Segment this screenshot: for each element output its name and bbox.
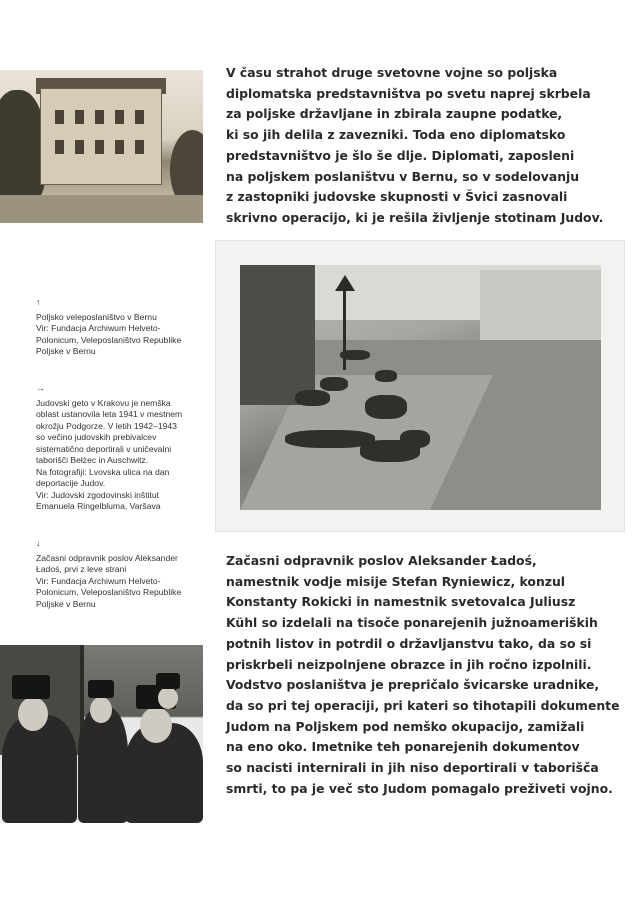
text-line: V času strahot druge svetovne vojne so poljska	[226, 65, 558, 80]
text-line: namestnik vodje misije Stefan Ryniewicz, konzul	[226, 573, 566, 589]
caption-line: Emanuela Ringelbluma, Varšava	[36, 501, 161, 511]
text-line: na eno oko. Imetnike teh ponarejenih dokumentov	[226, 739, 580, 755]
text-line: Začasni odpravnik poslov Aleksander Ładoś,	[226, 553, 537, 568]
caption-line: okrožju Podgorze. V letih 1942–1943	[36, 420, 177, 431]
caption-line: Polonicum, Veleposlaništvo Republike	[36, 334, 182, 345]
text-line: da so pri tej operaciji, pri kateri so tihotapili dokumente	[226, 697, 620, 713]
ghetto-street-photo	[240, 265, 601, 510]
caption-line: Ładoś, prvi z leve strani	[36, 564, 127, 574]
caption-line: sistematično deportirali v uničevalni	[36, 443, 172, 454]
caption-line: Polonicum, Veleposlaništvo Republike	[36, 587, 182, 597]
caption-line: so večino judovskih prebivalcev	[36, 432, 157, 442]
text-line: predstavništvo je šlo še dlje. Diplomati, zaposleni	[226, 147, 575, 163]
text-line: smrti, to pa je več sto Judom pomagalo preživeti vojno.	[226, 780, 613, 796]
text-line: Judom na Poljskem pod nemško okupacijo, zamižali	[226, 718, 585, 734]
caption-line: Vir: Fundacja Archiwum Helveto-	[36, 323, 161, 333]
caption-line: Začasni odpravnik poslov Aleksander	[36, 552, 178, 563]
caption-line: Poljsko veleposlaništvo v Bernu	[36, 311, 157, 322]
text-line: skrivno operacijo, ki je rešila življenje stotinam Judov.	[226, 209, 604, 225]
text-line: Kühl so izdelali na tisoče ponarejenih južnoameriških	[226, 615, 598, 631]
operation-paragraph	[226, 551, 620, 799]
caption-line: Judovski geto v Krakovu je nemška	[36, 397, 171, 408]
ghetto-caption	[36, 383, 216, 513]
text-line: Vodstvo poslaništva je prepričalo švicarske uradnike,	[226, 677, 600, 693]
text-line: na poljskem poslaništvu v Bernu, so v sodelovanju	[226, 168, 580, 184]
caption-line: deportacije Judov.	[36, 478, 106, 488]
intro-paragraph	[226, 63, 603, 229]
caption-line: Poljske v Bernu	[36, 346, 96, 356]
text-line: Konstanty Rokicki in namestnik svetovalca Juliusz	[226, 594, 576, 610]
text-line: diplomatska predstavništva po svetu naprej skrbela	[226, 85, 591, 101]
text-line: za poljske državljane in zbirala zaupne podatke,	[226, 106, 563, 122]
caption-line: taborišči Bełżec in Auschwitz.	[36, 455, 149, 465]
text-line: z zastopniki judovske skupnosti v Švici zasnovali	[226, 189, 568, 205]
caption-line: Vir: Fundacja Archiwum Helveto-	[36, 575, 161, 586]
arrow-down-icon: ↓	[36, 538, 41, 548]
embassy-caption	[36, 297, 216, 358]
caption-line: oblast ustanovila leta 1941 v mestnem	[36, 409, 183, 419]
diplomats-caption	[36, 538, 216, 610]
arrow-right-icon: →	[36, 383, 45, 393]
text-line: potnih listov in potrdil o državljanstvu tako, da so si	[226, 635, 592, 651]
text-line: priskrbeli neizpolnjene obrazce in jih ročno izpolnili.	[226, 656, 592, 672]
embassy-photo	[0, 70, 203, 223]
text-line: so nacisti internirali in jih niso deportirali v taborišča	[226, 760, 599, 776]
caption-line: Na fotografiji: Lvovska ulica na dan	[36, 466, 170, 477]
caption-line: Poljske v Bernu	[36, 598, 96, 609]
diplomats-photo	[0, 645, 203, 823]
caption-line: Vir: Judovski zgodovinski inštitut	[36, 489, 160, 500]
text-line: ki so jih delila z zavezniki. Toda eno diplomatsko	[226, 127, 566, 143]
arrow-up-icon: ↑	[36, 297, 41, 307]
